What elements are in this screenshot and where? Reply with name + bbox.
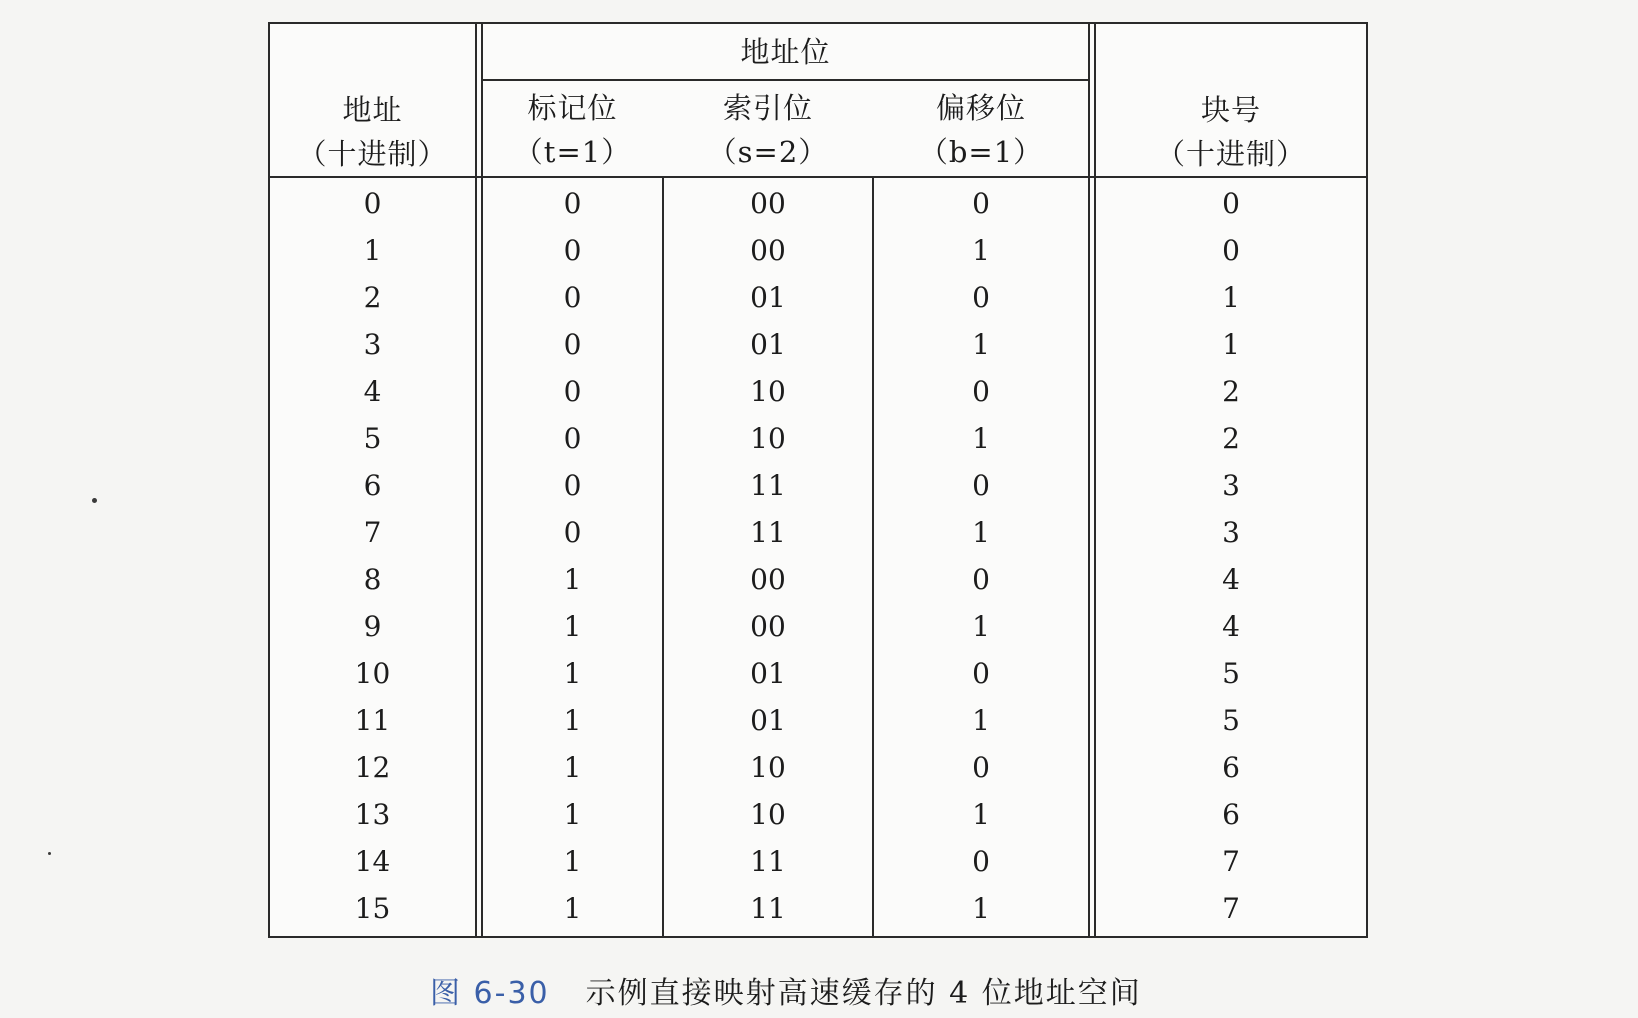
header-index-label: 索引位 [722,91,813,125]
cell-block: 3 [1222,469,1240,502]
cell-block: 0 [1222,234,1240,267]
cell-tag: 0 [563,469,582,502]
cell-tag: 1 [563,845,582,878]
cell-block: 3 [1222,516,1240,549]
header-tag-sub: （t=1） [513,135,632,169]
scan-speck [92,498,97,503]
cell-address: 12 [354,751,391,784]
cell-index: 01 [750,657,786,690]
cell-block: 5 [1222,657,1240,690]
cell-block: 7 [1222,845,1240,878]
cell-offset: 1 [972,704,990,737]
cell-address: 6 [363,469,382,502]
cell-address: 3 [363,328,382,361]
cell-index: 11 [750,516,786,549]
header-offset [874,86,1088,174]
cell-block: 1 [1222,328,1240,361]
cell-offset: 0 [972,281,990,314]
cell-address: 9 [363,610,382,643]
cell-offset: 0 [972,751,990,784]
cell-address: 2 [363,281,382,314]
header-offset-sub: （b=1） [918,135,1044,169]
cell-index: 10 [750,422,786,455]
cell-index: 01 [750,704,786,737]
cell-address: 13 [354,798,391,831]
cell-index: 00 [750,187,786,220]
cell-block: 7 [1222,892,1240,925]
cell-index: 11 [750,892,786,925]
cell-block: 5 [1222,704,1240,737]
header-index [664,86,872,174]
cell-block: 0 [1222,187,1240,220]
cell-block: 1 [1222,281,1240,314]
cell-offset: 1 [972,798,990,831]
cell-address: 7 [363,516,382,549]
cell-tag: 0 [563,234,582,267]
cell-tag: 0 [563,187,582,220]
cell-block: 2 [1222,422,1240,455]
cell-block: 6 [1222,798,1240,831]
cell-tag: 0 [563,375,582,408]
header-block-label: 块号 [1200,93,1261,127]
cell-tag: 1 [563,751,582,784]
cell-index: 01 [750,328,786,361]
table-divider [475,24,477,936]
table-divider [1088,24,1090,936]
cell-index: 00 [750,610,786,643]
cell-index: 11 [750,469,786,502]
address-table [268,22,1368,938]
scan-speck [48,852,51,855]
header-offset-label: 偏移位 [935,91,1026,125]
cell-address: 5 [363,422,382,455]
cell-offset: 0 [972,375,990,408]
header-block-sub: （十进制） [1155,137,1306,171]
cell-index: 00 [750,234,786,267]
header-tag [483,86,662,174]
header-tag-label: 标记位 [527,91,618,125]
cell-tag: 0 [563,516,582,549]
cell-block: 2 [1222,375,1240,408]
cell-tag: 1 [563,704,582,737]
cell-block: 4 [1222,610,1240,643]
cell-address: 11 [354,704,391,737]
table-divider [483,79,1088,81]
cell-address: 0 [363,187,382,220]
cell-offset: 0 [972,657,990,690]
cell-offset: 1 [972,892,990,925]
header-address-label: 地址 [342,93,403,127]
table-header-rule [270,176,1366,178]
header-address-bits: 地址位 [740,35,831,69]
cell-offset: 0 [972,187,990,220]
cell-offset: 1 [972,234,990,267]
cell-index: 10 [750,751,786,784]
cell-address: 4 [363,375,382,408]
cell-index: 01 [750,281,786,314]
cell-offset: 0 [972,563,990,596]
cell-offset: 1 [972,328,990,361]
cell-offset: 0 [972,845,990,878]
cell-index: 10 [750,798,786,831]
figure-caption [430,968,1142,1012]
cell-address: 8 [363,563,382,596]
cell-tag: 0 [563,281,582,314]
cell-address: 1 [363,234,382,267]
cell-tag: 1 [563,657,582,690]
header-index-sub: （s=2） [707,135,829,169]
figure-caption-text: 示例直接映射高速缓存的 4 位地址空间 [585,976,1142,1011]
cell-index: 11 [750,845,786,878]
cell-tag: 0 [563,328,582,361]
cell-offset: 0 [972,469,990,502]
cell-address: 15 [354,892,391,925]
cell-offset: 1 [972,610,990,643]
cell-address: 10 [354,657,391,690]
header-address [270,88,475,176]
cell-block: 6 [1222,751,1240,784]
cell-tag: 0 [563,422,582,455]
header-block [1096,88,1366,176]
cell-offset: 1 [972,516,990,549]
cell-tag: 1 [563,798,582,831]
figure-number: 图 6-30 [430,976,550,1011]
cell-tag: 1 [563,892,582,925]
cell-block: 4 [1222,563,1240,596]
cell-address: 14 [354,845,391,878]
header-address-sub: （十进制） [297,137,448,171]
cell-index: 00 [750,563,786,596]
cell-offset: 1 [972,422,990,455]
cell-tag: 1 [563,610,582,643]
cell-tag: 1 [563,563,582,596]
cell-index: 10 [750,375,786,408]
